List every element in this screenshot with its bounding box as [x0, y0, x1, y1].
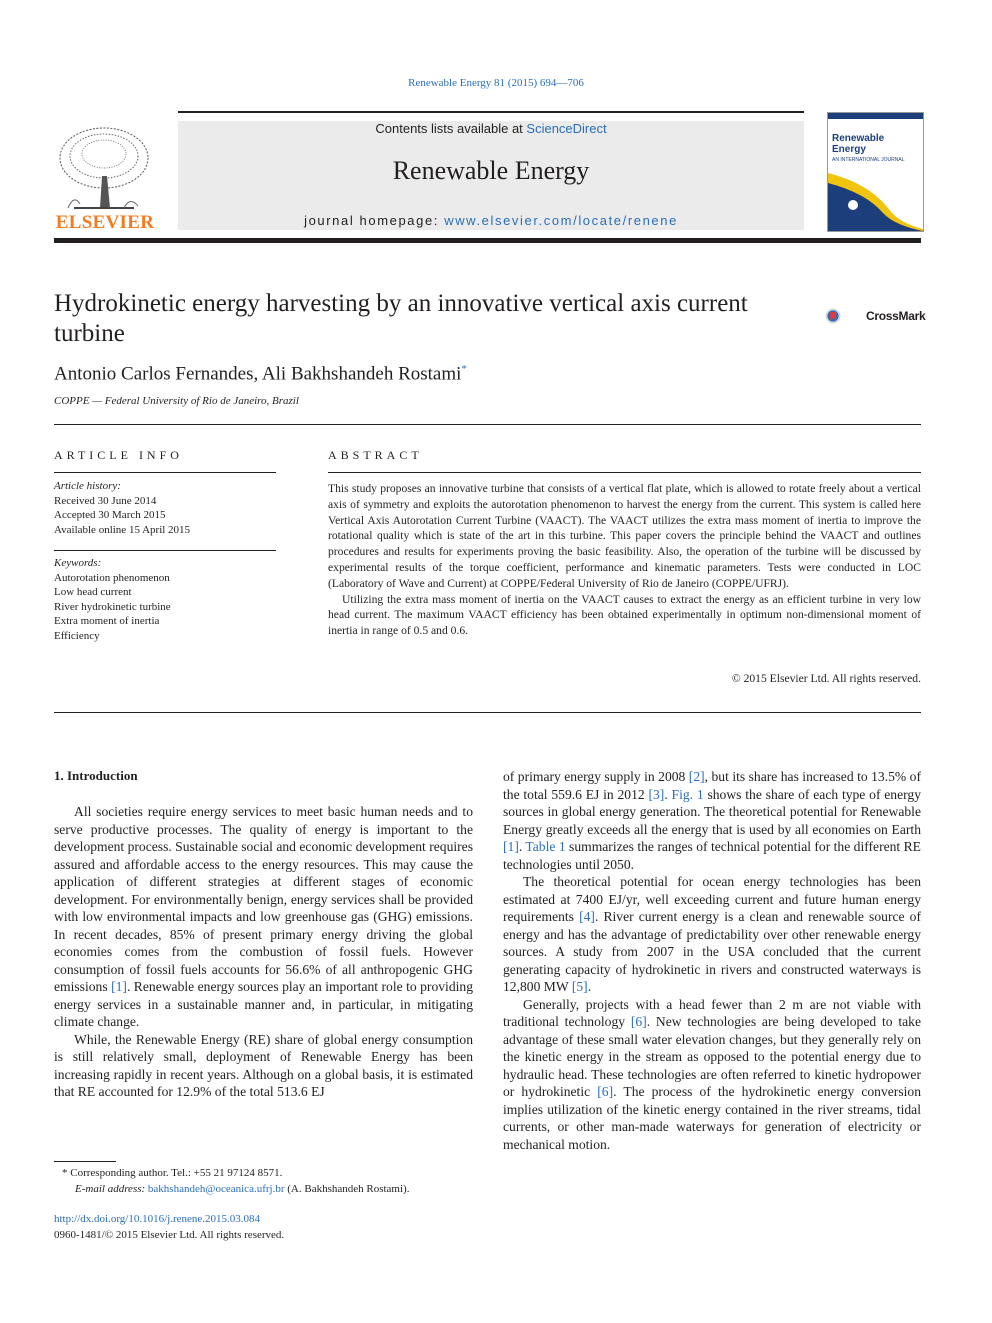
abstract-copyright: © 2015 Elsevier Ltd. All rights reserved.: [731, 672, 921, 685]
body-paragraph: While, the Renewable Energy (RE) share of global energy consumption is still relatively small, deployment of Renewable Energy has been increasing rapidly in recent years. Although on a global basis, it is estimated that RE accounted for 12.9% of the total 513.6 EJ: [54, 1031, 473, 1099]
history-received: Received 30 June 2014: [54, 494, 157, 507]
sciencedirect-link[interactable]: ScienceDirect: [526, 121, 607, 136]
reference-link[interactable]: [3]: [648, 786, 665, 802]
footnote-rule: [54, 1161, 116, 1162]
history-label: Article history:: [54, 480, 121, 492]
email-link[interactable]: bakhshandeh@oceanica.ufrj.br: [147, 1183, 285, 1195]
crossmark-icon[interactable]: [825, 296, 865, 336]
keywords: [54, 556, 276, 644]
article-title: Hydrokinetic energy harvesting by an innovative vertical axis current turbine: [54, 290, 748, 347]
affiliation: COPPE — Federal University of Rio de Janeiro, Brazil: [54, 395, 299, 407]
cover-subtitle: AN INTERNATIONAL JOURNAL: [832, 157, 905, 163]
reference-link[interactable]: [5]: [571, 979, 588, 994]
header-rule: [178, 111, 804, 113]
keyword: Low head current: [54, 586, 132, 599]
elsevier-wordmark: ELSEVIER: [55, 212, 155, 233]
doi-block: [54, 1211, 284, 1243]
journal-citation[interactable]: Renewable Energy 81 (2015) 694—706: [408, 77, 584, 89]
article-info-rule: [54, 472, 276, 473]
author-list: Antonio Carlos Fernandes, Ali Bakhshandeh Rostami*: [54, 363, 467, 385]
rule-below-abstract: [54, 712, 921, 713]
corresponding-author-mark[interactable]: *: [461, 363, 467, 375]
keyword: River hydrokinetic turbine: [54, 600, 171, 613]
abstract-heading: ABSTRACT: [328, 448, 423, 462]
figure-link[interactable]: Fig. 1: [671, 786, 704, 802]
reference-link[interactable]: [1]: [111, 979, 127, 994]
reference-link[interactable]: [6]: [630, 1014, 647, 1029]
email-note: E-mail address: bakhshandeh@oceanica.ufrj.br (A. Bakhshandeh Rostami).: [75, 1183, 410, 1195]
journal-cover-thumbnail[interactable]: [827, 112, 924, 232]
body-paragraph: Generally, projects with a head fewer than 2 m are not viable with traditional technology [6]. New technologies are being developed to take advantage of these small water elevation changes, but they generally rely on the kinetic energy in the stream as opposed to the potential energy due to hydraulic head. These technologies are often referred to kinetic hydropower or hydrokinetic [6]. The process of the hydrokinetic energy conversion implies utilization of the kinetic energy contained in the river streams, tidal currents, or other man-made waterways for generation of electricity or mechanical motion.: [503, 996, 921, 1152]
issn-copyright: 0960-1481/© 2015 Elsevier Ltd. All rights reserved.: [54, 1229, 285, 1241]
rule-above-info: [54, 424, 921, 425]
reference-link[interactable]: [2]: [688, 769, 705, 784]
cover-title: Renewable Energy: [832, 133, 885, 155]
journal-homepage: journal homepage: www.elsevier.com/locate/renene: [304, 213, 678, 228]
keyword: Autorotation phenomenon: [54, 571, 170, 584]
keywords-rule: [54, 550, 276, 551]
keywords-label: Keywords:: [54, 557, 102, 569]
body-paragraph: The theoretical potential for ocean energy technologies has been estimated at 7400 EJ/yr, well exceeding current and future human energy requirements [4]. River current energy is a clean and renewable source of energy and has the advantage of predictability over other renewable energy sources. A study from 2007 in the USA concluded that the current generating capacity of hydrokinetic in rivers and constructed waterways is 12,800 MW [5].: [503, 874, 921, 994]
abstract-paragraph: Utilizing the extra mass moment of inertia on the VAACT causes to extract the energy as an efficient turbine in very low head current. The maximum VAACT efficiency has been obtained experimentally in optimum non-dimensional moment of inertia in range of 0.5 and 0.6.: [328, 592, 921, 638]
header-thick-rule: [54, 238, 921, 243]
body-column-right: [503, 768, 921, 1153]
reference-link[interactable]: [1]: [503, 839, 519, 854]
journal-title: Renewable Energy: [392, 156, 590, 185]
keyword: Extra moment of inertia: [54, 615, 160, 628]
article-info-heading: ARTICLE INFO: [54, 448, 183, 462]
history-online: Available online 15 April 2015: [54, 523, 191, 536]
cover-artwork: [828, 113, 923, 231]
section-heading-introduction: 1. Introduction: [54, 768, 138, 783]
table-link[interactable]: Table 1: [525, 839, 566, 854]
homepage-link[interactable]: www.elsevier.com/locate/renene: [444, 213, 678, 228]
crossmark-label[interactable]: CrossMark: [866, 309, 926, 323]
reference-link[interactable]: [6]: [597, 1084, 614, 1099]
abstract-paragraph: This study proposes an innovative turbine that consists of a vertical flat plate, which is allowed to rotate freely about a vertical axis of symmetry and exploits the autorotation phenomenon to harvest the energy from the current. This system is called here Vertical Axis Autorotation Current Turbine (VAACT). The VAACT utilizes the extra mass moment of inertia to improve the rotational quality which is state of the art in this turbine. This paper covers the principle behind the VAACT and outlines procedures and results for experiments proving the basic feasibility. Also, the operation of the turbine will be discussed by experimental results of the torque coefficient, performance and kinematic parameters. Tests were conducted in LOC (Laboratory of Wave and Current) at COPPE/Federal University of Rio de Janeiro (COPPE/UFRJ).: [328, 482, 921, 590]
reference-link[interactable]: [4]: [579, 909, 595, 924]
body-column-left: [54, 803, 473, 1101]
abstract-text: [328, 481, 921, 639]
contents-line: Contents lists available at ScienceDirect: [375, 121, 607, 136]
history-accepted: Accepted 30 March 2015: [54, 509, 166, 522]
body-paragraph: All societies require energy services to meet basic human needs and to serve productive processes. The quality of energy is important to the development process. Sustainable social and economic development requires assured and affordable access to the energy resources. This may cause the application of different strategies at different stages of economic development. For environmentally benign, energy services shall be provided with low environmental impacts and low greenhouse gas (GHG) emissions. In recent decades, 85% of present primary energy driving the global economies comes from the combustion of fossil fuels. However consumption of fossil fuels accounts for 56.6% of all anthropogenic GHG emissions [1]. Renewable energy sources play an important role to providing energy services in a sustainable manner and, in particular, in mitigating climate change.: [54, 804, 474, 1029]
body-paragraph: of primary energy supply in 2008 [2], but its share has increased to 13.5% of the total 559.6 EJ in 2012 [3]. Fig. 1 shows the share of each type of energy sources in global energy generation. The theoretical potential for Renewable Energy greatly exceeds all the energy that is used by all economies on Earth [1]. Table 1 summarizes the ranges of technical potential for the different RE technologies until 2050.: [503, 769, 921, 872]
corresponding-author-note: * Corresponding author. Tel.: +55 21 97124 8571.: [62, 1167, 283, 1179]
doi-link[interactable]: http://dx.doi.org/10.1016/j.renene.2015.03.084: [54, 1213, 261, 1225]
article-history: [54, 479, 276, 537]
footnote: [54, 1165, 484, 1197]
keyword: Efficiency: [54, 629, 100, 642]
abstract-rule: [328, 472, 921, 473]
